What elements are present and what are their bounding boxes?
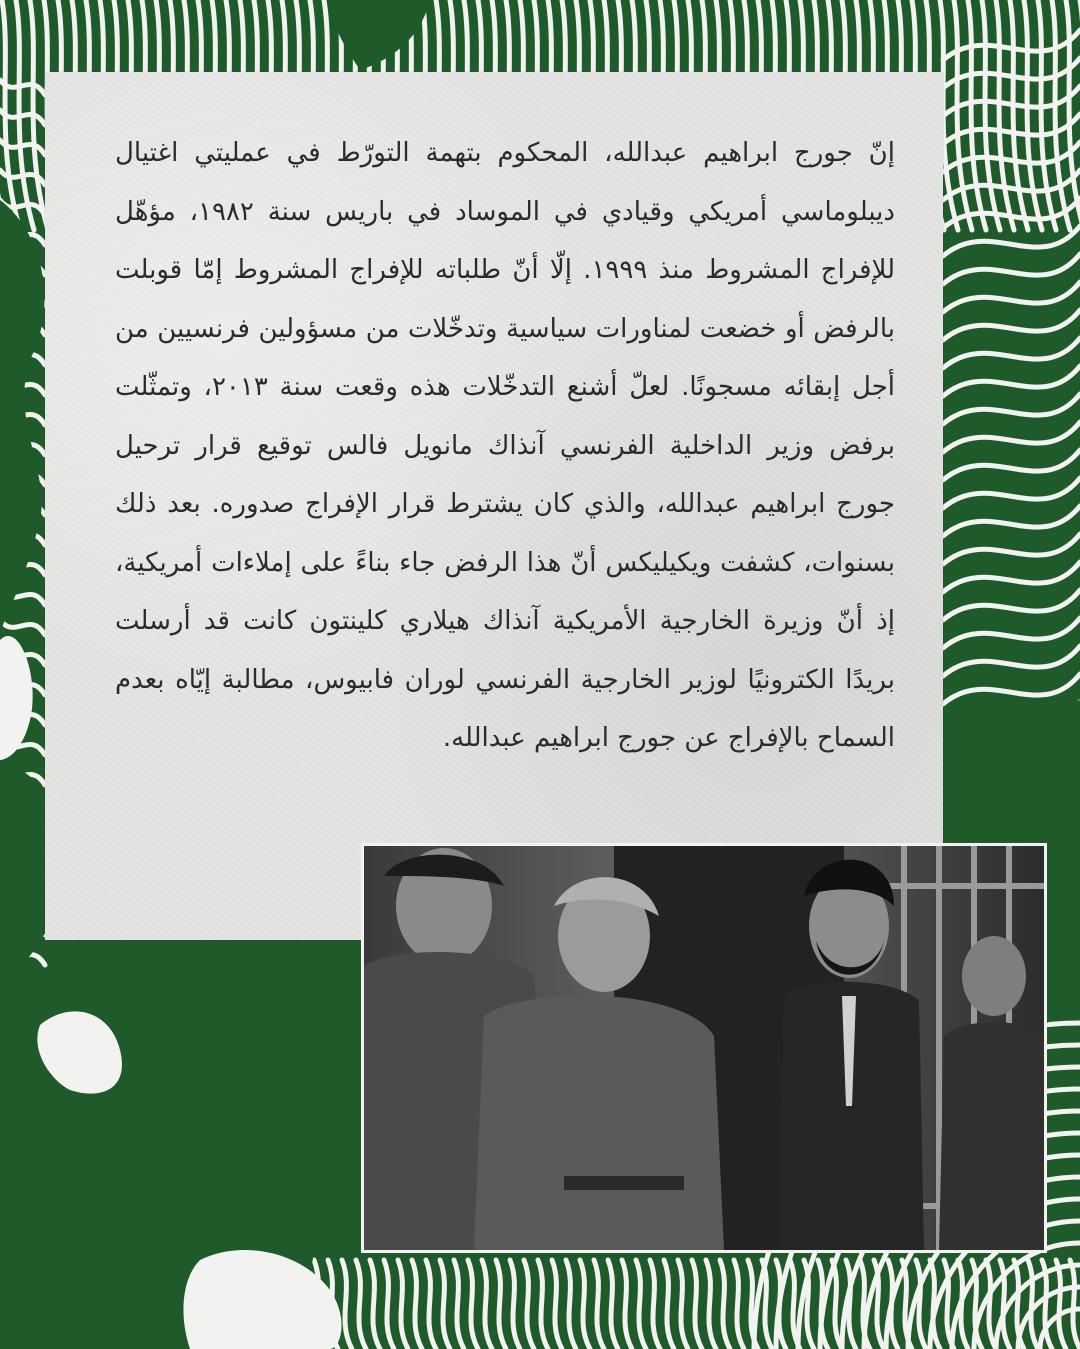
article-paragraph: إنّ جورج ابراهيم عبدالله، المحكوم بتهمة التورّط في عمليتي اغتيال ديبلوماسي أمريكي وقيادي في الموساد في باريس سنة ١٩٨٢، مؤهّل للإفراج المشروط منذ ١٩٩٩. إلّا أنّ طلباته للإفراج المشروط إمّا قوبلت بالرفض أو خضعت لمناورات سياسية وتدخّلات من مسؤولين فرنسيين من أجل إبقائه مسجونًا. لعلّ أشنع التدخّلات هذه وقعت سنة ٢٠١٣، وتمثّلت برفض وزير الداخلية الفرنسي آنذاك مانويل فالس توقيع قرار ترحيل جورج ابراهيم عبدالله، والذي كان يشترط قرار الإفراج صدوره. بعد ذلك بسنوات، كشفت ويكيليكس أنّ هذا الرفض جاء بناءً على إملاءات أمريكية، إذ أنّ وزيرة الخارجية الأمريكية آنذاك هيلاري كلينتون كانت قد أرسلت بريدًا الكترونيًا لوزير الخارجية الفرنسي لوران فابيوس، مطالبة إيّاه بعدم السماح بالإفراج عن جورج ابراهيم عبدالله. <box>115 138 896 753</box>
archival-photo <box>364 846 1044 1250</box>
article-text-card <box>45 72 943 940</box>
